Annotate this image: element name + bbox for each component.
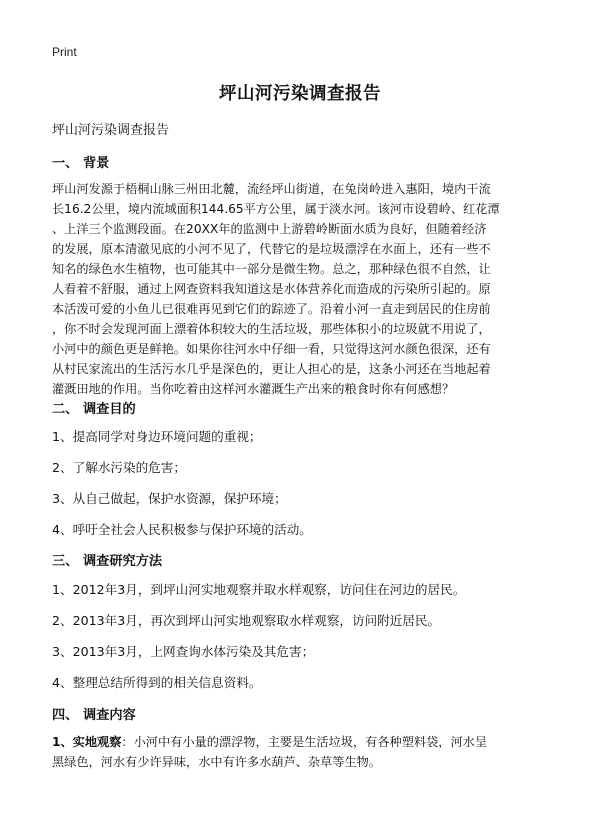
paragraph-line: 的发展，原本清澈见底的小河不见了，代替它的是垃圾漂浮在水面上，还有一些不	[52, 242, 491, 256]
section-heading-purpose: 二、 调查目的	[52, 402, 136, 417]
purpose-item: 3、从自己做起，保护水资源，保护环境；	[52, 491, 287, 506]
purpose-item: 2、了解水污染的危害；	[52, 460, 186, 475]
paragraph-line: 、上洋三个监测段面。在20XX年的监测中上游碧岭断面水质为良好，但随着经济	[52, 222, 487, 236]
purpose-item: 1、提高同学对身边环境问题的重视；	[52, 429, 262, 444]
paragraph-line: 小河中的颜色更是鲜艳。如果你往河水中仔细一看，只觉得这河水颜色很深，还有	[52, 342, 491, 356]
section-heading-content: 四、 调查内容	[52, 708, 136, 723]
section-heading-background: 一、 背景	[52, 156, 110, 171]
content-lead: 1、实地观察	[52, 735, 122, 749]
background-paragraph	[52, 179, 552, 399]
paragraph-line: 知名的绿色水生植物，也可能其中一部分是微生物。总之，那种绿色很不自然，让	[52, 262, 491, 276]
paragraph-line: 本活泼可爱的小鱼儿已很难再见到它们的踪迹了。沿着小河一直走到居民的住房前	[52, 302, 491, 316]
purpose-item: 4、呼吁全社会人民积极参与保护环境的活动。	[52, 522, 312, 537]
paragraph-line: 人看着不舒服，通过上网查资料我知道这是水体营养化而造成的污染所引起的。原	[52, 282, 491, 296]
paragraph-line: 黑绿色，河水有少许异味，水中有许多水葫芦、杂草等生物。	[52, 755, 382, 769]
paragraph-line: 从村民家流出的生活污水几乎是深色的，更让人担心的是，这条小河还在当地起着	[52, 362, 491, 376]
content-paragraph	[52, 732, 552, 772]
paragraph-line: 长16.2公里，境内流域面积144.65平方公里，属于淡水河。该河市设碧岭、红花潭	[52, 202, 500, 216]
document-subtitle: 坪山河污染调查报告	[52, 123, 170, 138]
paragraph-line: 坪山河发源于梧桐山脉三州田北麓，流经坪山街道，在兔岗岭进入惠阳，境内干流	[52, 182, 491, 196]
paragraph-line: 灌溉田地的作用。当你吃着由这样河水灌溉生产出来的粮食时你有何感想？	[52, 382, 455, 396]
print-label[interactable]: Print	[52, 45, 77, 59]
paragraph-line	[52, 732, 552, 752]
method-item: 2、2013年3月，再次到坪山河实地观察取水样观察，访问附近居民。	[52, 613, 441, 628]
document-title: 坪山河污染调查报告	[219, 84, 381, 104]
method-item: 3、2013年3月，上网查询水体污染及其危害；	[52, 644, 315, 659]
method-item: 1、2012年3月，到坪山河实地观察并取水样观察，访问住在河边的居民。	[52, 582, 466, 597]
section-heading-methods: 三、 调查研究方法	[52, 554, 163, 569]
paragraph-line: ，你不时会发现河面上漂着体积较大的生活垃圾，那些体积小的垃圾就不用说了，	[52, 322, 491, 336]
method-item: 4、整理总结所得到的相关信息资料。	[52, 675, 262, 690]
content-text: ：小河中有小量的漂浮物，主要是生活垃圾，有各种塑料袋，河水呈	[121, 735, 488, 749]
